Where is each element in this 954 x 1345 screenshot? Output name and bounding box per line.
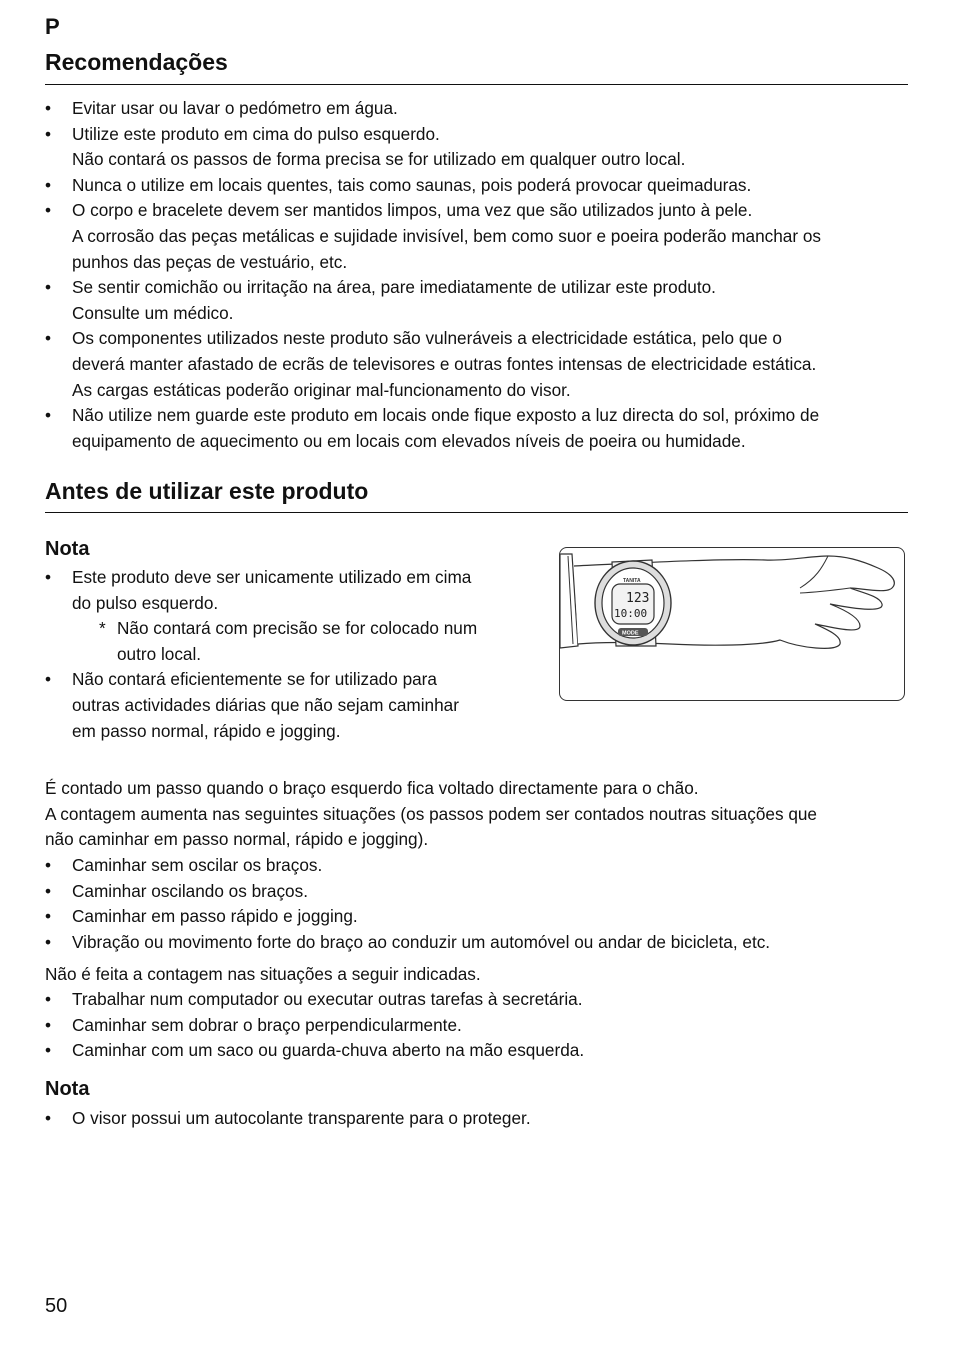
paragraph-counting: É contado um passo quando o braço esquerdo fica voltado directamente para o chão. A contagem aumenta nas seguintes situações (os passos podem ser contados noutras situações que não caminhar em passo normal, rápido e jogging). xyxy=(45,778,817,850)
list-item: • Os componentes utilizados neste produto são vulneráveis a electricidade estática, pelo que o deverá manter afastado de ecrãs de televisores e outras fontes intensas de electricidade estática. As cargas estáticas poderão originar mal-funcionamento do visor. xyxy=(45,326,915,403)
list-item: • Trabalhar num computador ou executar outras tarefas à secretária. xyxy=(45,987,915,1013)
note-heading: Nota xyxy=(45,538,90,560)
language-marker: P xyxy=(45,14,60,39)
footnote-item: * Não contará com precisão se for colocado num outro local. xyxy=(99,618,478,664)
list-item: • Nunca o utilize em locais quentes, tais como saunas, pois poderá provocar queimaduras. xyxy=(45,173,915,199)
page-number: 50 xyxy=(45,1295,68,1317)
list-item: • Utilize este produto em cima do pulso esquerdo. Não contará os passos de forma precisa se for utilizado em qualquer outro local. xyxy=(45,122,915,173)
wrist-watch-illustration xyxy=(559,547,905,701)
list-item: • Evitar usar ou lavar o pedómetro em água. xyxy=(45,96,915,122)
list-item: • Caminhar sem oscilar os braços. xyxy=(45,853,915,879)
section-title-before-use: Antes de utilizar este produto xyxy=(45,478,369,504)
list-item: • Vibração ou movimento forte do braço ao conduzir um automóvel ou andar de bicicleta, etc. xyxy=(45,930,915,956)
list-item: • O visor possui um autocolante transparente para o proteger. xyxy=(45,1106,915,1132)
recommendations-list xyxy=(45,96,915,454)
count-situations-list xyxy=(45,853,915,955)
list-item: • Não contará eficientemente se for utilizado para outras actividades diárias que não sejam caminhar em passo normal, rápido e jogging. xyxy=(45,667,535,744)
watch-display-bottom: 10:00 xyxy=(614,607,648,620)
list-item: • Caminhar sem dobrar o braço perpendicularmente. xyxy=(45,1013,915,1039)
list-item: • Este produto deve ser unicamente utilizado em cima do pulso esquerdo. * Não contará com precisão se for colocado num outro local. xyxy=(45,565,535,667)
wrist-watch-drawing xyxy=(560,548,904,700)
list-item: • Caminhar com um saco ou guarda-chuva aberto na mão esquerda. xyxy=(45,1038,915,1064)
list-item: • Se sentir comichão ou irritação na área, pare imediatamente de utilizar este produto. Consulte um médico. xyxy=(45,275,915,326)
note-list xyxy=(45,565,535,744)
list-item: • Caminhar oscilando os braços. xyxy=(45,879,915,905)
paragraph-no-count: Não é feita a contagem nas situações a seguir indicadas. xyxy=(45,964,481,984)
list-item: • Caminhar em passo rápido e jogging. xyxy=(45,904,915,930)
section-divider xyxy=(45,512,908,513)
list-item: • Não utilize nem guarde este produto em locais onde fique exposto a luz directa do sol, próximo de equipamento de aquecimento ou em locais com elevados níveis de poeira ou humidade. xyxy=(45,403,915,454)
section-title-recommendations: Recomendações xyxy=(45,49,228,75)
list-item: • O corpo e bracelete devem ser mantidos limpos, uma vez que são utilizados junto à pele. A corrosão das peças metálicas e sujidade invisível, bem como suor e poeira poderão manchar os punhos das peças de vestuário, etc. xyxy=(45,198,915,275)
watch-band-label: MODE xyxy=(622,630,639,637)
section-divider xyxy=(45,84,908,85)
note-list xyxy=(45,1106,915,1132)
no-count-situations-list xyxy=(45,987,915,1064)
watch-display-top: 123 xyxy=(626,591,650,606)
note-heading: Nota xyxy=(45,1078,90,1100)
watch-brand: TANITA xyxy=(623,578,641,584)
